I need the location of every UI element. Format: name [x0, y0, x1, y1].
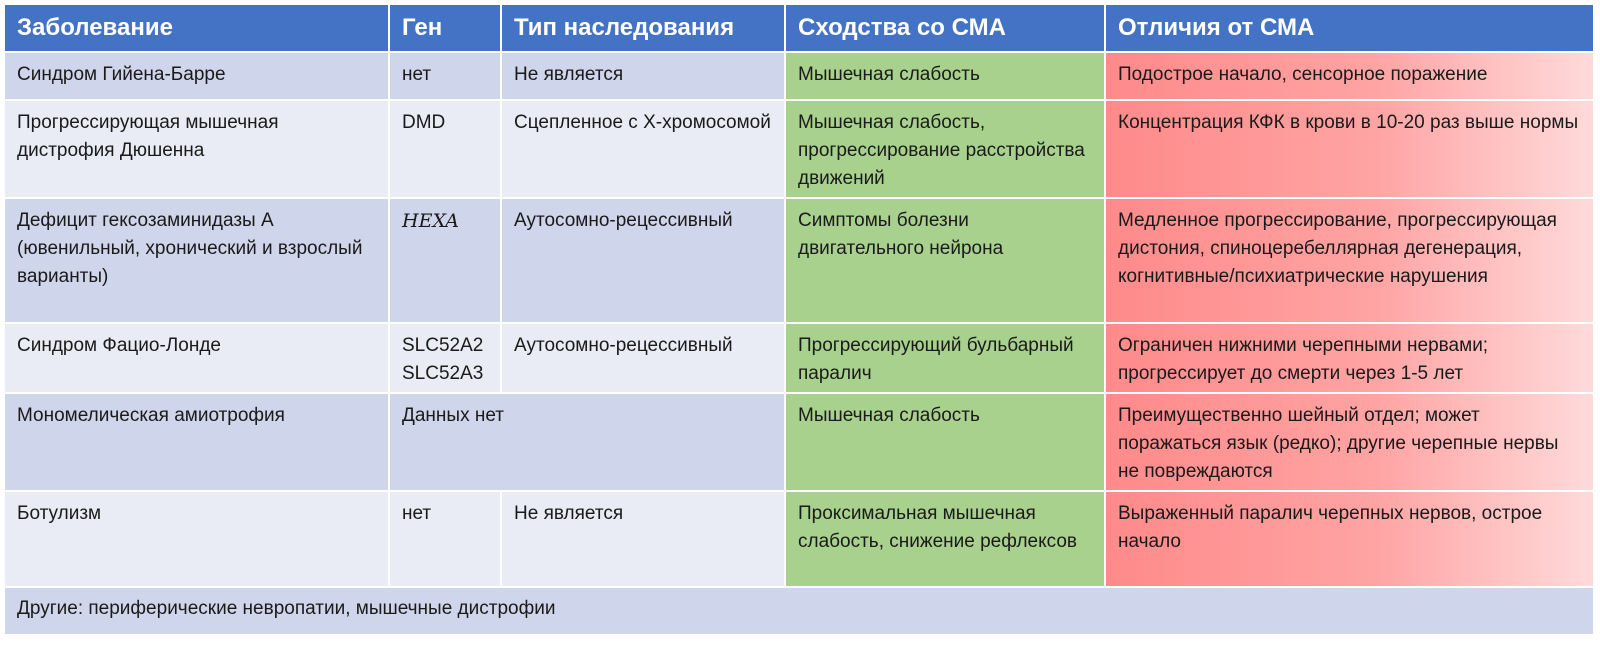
footer-note: Другие: периферические невропатии, мышечные дистрофии	[4, 587, 1594, 635]
cell-similarities: Мышечная слабость	[785, 52, 1105, 100]
cell-disease: Прогрессирующая мышечная дистрофия Дюшенна	[4, 100, 389, 198]
cell-differences: Ограничен нижними черепными нервами; прогрессирует до смерти через 1-5 лет	[1105, 323, 1594, 393]
cell-gene-inheritance-merged: Данных нет	[389, 393, 785, 491]
table-row	[4, 52, 1594, 100]
cell-inheritance: Не является	[501, 52, 785, 100]
cell-differences: Преимущественно шейный отдел; может поражаться язык (редко); другие черепные нервы не повреждаются	[1105, 393, 1594, 491]
table-row	[4, 393, 1594, 491]
gene-name-italic: HEXA	[402, 210, 460, 232]
cell-differences: Медленное прогрессирование, прогрессирующая дистония, спиноцеребеллярная дегенерация, когнитивные/психиатрические нарушения	[1105, 198, 1594, 323]
cell-disease: Ботулизм	[4, 491, 389, 587]
cell-disease: Синдром Гийена-Барре	[4, 52, 389, 100]
header-disease: Заболевание	[4, 4, 389, 52]
differential-diagnosis-table	[3, 3, 1595, 636]
cell-disease: Синдром Фацио-Лонде	[4, 323, 389, 393]
header-gene: Ген	[389, 4, 501, 52]
cell-gene: SLC52A2 SLC52A3	[389, 323, 501, 393]
cell-similarities: Прогрессирующий бульбарный паралич	[785, 323, 1105, 393]
cell-disease: Дефицит гексозаминидазы А (ювенильный, хронический и взрослый варианты)	[4, 198, 389, 323]
cell-similarities: Проксимальная мышечная слабость, снижение рефлексов	[785, 491, 1105, 587]
table-row	[4, 323, 1594, 393]
cell-differences: Концентрация КФК в крови в 10-20 раз выше нормы	[1105, 100, 1594, 198]
cell-disease: Мономелическая амиотрофия	[4, 393, 389, 491]
header-row	[4, 4, 1594, 52]
header-differences: Отличия от СМА	[1105, 4, 1594, 52]
cell-similarities: Мышечная слабость, прогрессирование расстройства движений	[785, 100, 1105, 198]
footer-row	[4, 587, 1594, 635]
table-row	[4, 491, 1594, 587]
differential-diagnosis-table-wrapper	[3, 3, 1593, 645]
cell-inheritance: Аутосомно-рецессивный	[501, 198, 785, 323]
cell-differences: Выраженный паралич черепных нервов, острое начало	[1105, 491, 1594, 587]
cell-gene: нет	[389, 491, 501, 587]
table-row	[4, 198, 1594, 323]
cell-gene: нет	[389, 52, 501, 100]
cell-gene	[389, 198, 501, 323]
cell-gene: DMD	[389, 100, 501, 198]
header-inheritance: Тип наследования	[501, 4, 785, 52]
cell-inheritance: Не является	[501, 491, 785, 587]
header-similarities: Сходства со СМА	[785, 4, 1105, 52]
cell-similarities: Симптомы болезни двигательного нейрона	[785, 198, 1105, 323]
cell-differences: Подострое начало, сенсорное поражение	[1105, 52, 1594, 100]
cell-inheritance: Аутосомно-рецессивный	[501, 323, 785, 393]
cell-inheritance: Сцепленное с X-хромосомой	[501, 100, 785, 198]
table-row	[4, 100, 1594, 198]
cell-similarities: Мышечная слабость	[785, 393, 1105, 491]
